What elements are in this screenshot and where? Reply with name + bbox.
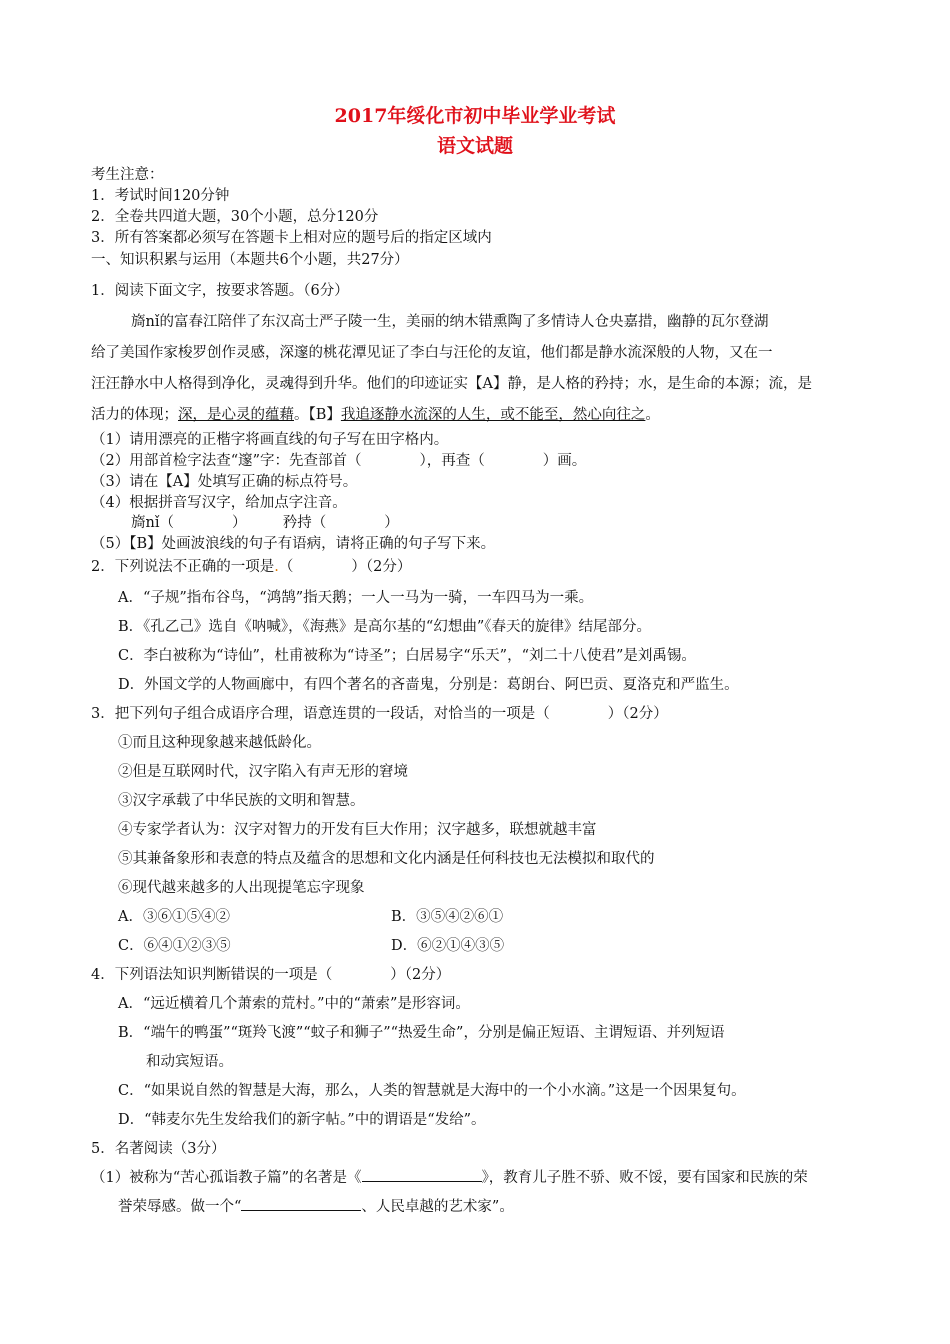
wavy-sentence: 我追逐静水流深的人生，或不能至，然心向往之	[340, 407, 646, 423]
option: A．③⑥①⑤④②	[118, 909, 230, 925]
answer-blank	[241, 1210, 361, 1211]
sub-question	[91, 1168, 808, 1188]
sub-question: （5）【B】处画波浪线的句子有语病，请将正确的句子写下来。	[91, 536, 496, 552]
sentence: ①而且这种现象越来越低龄化。	[118, 735, 321, 751]
question-stem: 4．下列语法知识判断错误的一项是（ ）（2分）	[91, 967, 451, 983]
option: D．⑥②①④③⑤	[391, 938, 505, 954]
question-stem: 1．阅读下面文字，按要求答题。（6分）	[91, 283, 349, 299]
sub-question: 旖nǐ（ ） 矜持（ ）	[131, 515, 399, 531]
question-stem	[91, 557, 411, 577]
notice-item: 2．全卷共四道大题，30个小题，总分120分	[91, 209, 379, 225]
notice-item: 1．考试时间120分钟	[91, 188, 230, 204]
exam-subtitle: 语文试题	[436, 135, 513, 157]
option-continued: 和动宾短语。	[146, 1054, 233, 1070]
notice-heading: 考生注意：	[91, 167, 164, 183]
notice-item: 3．所有答案都必须写在答题卡上相对应的题号后的指定区域内	[91, 230, 492, 246]
stem-text: 誉荣辱感。做一个“	[118, 1199, 242, 1215]
sentence: ②但是互联网时代，汉字陷入有声无形的窘境	[118, 764, 408, 780]
stem-text: （1）被称为“苦心孤诣教子篇”的名著是《	[91, 1170, 362, 1186]
exam-title: 2017年绥化市初中毕业学业考试	[334, 105, 616, 127]
section-heading: 一、知识积累与运用（本题共6个小题，共27分）	[91, 252, 409, 268]
option: A．“子规”指布谷鸟，“鸿鹄”指天鹅；一人一马为一骑，一车四马为一乘。	[118, 590, 594, 606]
passage-line: 给了美国作家梭罗创作灵感，深邃的桃花潭见证了李白与汪伦的友谊，他们都是静水流深般的人物，又在一	[91, 345, 773, 361]
option: A．“远近横着几个萧索的荒村。”中的“萧索”是形容词。	[118, 996, 470, 1012]
stem-dot: .	[274, 559, 279, 575]
question-stem: 3．把下列句子组合成语序合理，语意连贯的一段话，对恰当的一项是（ ）（2分）	[91, 706, 668, 722]
option: C．李白被称为“诗仙”，杜甫被称为“诗圣”；白居易字“乐天”，“刘二十八使君”是刘禹锡。	[118, 648, 696, 664]
answer-blank	[362, 1181, 482, 1182]
stem-text: （ ）（2分）	[278, 559, 412, 575]
sentence: ⑤其兼备象形和表意的特点及蕴含的思想和文化内涵是任何科技也无法模拟和取代的	[118, 851, 655, 867]
stem-text: 》，教育儿子胜不骄、败不馁，要有国家和民族的荣	[481, 1170, 808, 1186]
sub-question	[118, 1197, 514, 1217]
sub-question: （3）请在【A】处填写正确的标点符号。	[91, 474, 358, 490]
option: B．“端午的鸭蛋”“斑羚飞渡”“蚊子和狮子”“热爱生命”，分别是偏正短语、主谓短语、并列短语	[118, 1025, 725, 1041]
stem-text: 、人民卓越的艺术家”。	[361, 1199, 514, 1215]
option: B．③⑤④②⑥①	[391, 909, 504, 925]
option: B．《孔乙己》选自《呐喊》，《海燕》是高尔基的“幻想曲”《春天的旋律》结尾部分。	[118, 619, 651, 635]
passage-text: 活力的体现；	[91, 407, 178, 423]
sentence: ④专家学者认为：汉字对智力的开发有巨大作用；汉字越多，联想就越丰富	[118, 822, 597, 838]
sub-question: （4）根据拼音写汉字，给加点字注音。	[91, 495, 347, 511]
stem-text: 2．下列说法不正确的一项是	[91, 559, 275, 575]
passage-text: 。【B】	[294, 407, 341, 423]
sentence: ⑥现代越来越多的人出现提笔忘字现象	[118, 880, 365, 896]
underlined-sentence: 深，是心灵的蕴藉	[178, 407, 294, 423]
option: C．“如果说自然的智慧是大海，那么，人类的智慧就是大海中的一个小水滴。”这是一个因果复句。	[118, 1083, 746, 1099]
question-stem: 5．名著阅读（3分）	[91, 1141, 226, 1157]
sub-question: （2）用部首检字法查“邃”字：先查部首（ ），再查（ ）画。	[91, 453, 587, 469]
passage-text: 。	[645, 407, 660, 423]
option: C．⑥④①②③⑤	[118, 938, 231, 954]
passage-line: 汪汪静水中人格得到净化，灵魂得到升华。他们的印迹证实【A】静，是人格的矜持；水，是生命的本源；流，是	[91, 376, 812, 392]
option: D．“韩麦尔先生发给我们的新字帖。”中的谓语是“发给”。	[118, 1112, 486, 1128]
sub-question: （1）请用漂亮的正楷字将画直线的句子写在田字格内。	[91, 432, 449, 448]
option: D．外国文学的人物画廊中，有四个著名的吝啬鬼，分别是：葛朗台、阿巴贡、夏洛克和严监生。	[118, 677, 739, 693]
passage-line: 旖nǐ的富春江陪伴了东汉高士严子陵一生，美丽的纳木错熏陶了多情诗人仓央嘉措，幽静的瓦尔登湖	[131, 314, 769, 330]
passage-line	[91, 405, 660, 425]
sentence: ③汉字承载了中华民族的文明和智慧。	[118, 793, 365, 809]
